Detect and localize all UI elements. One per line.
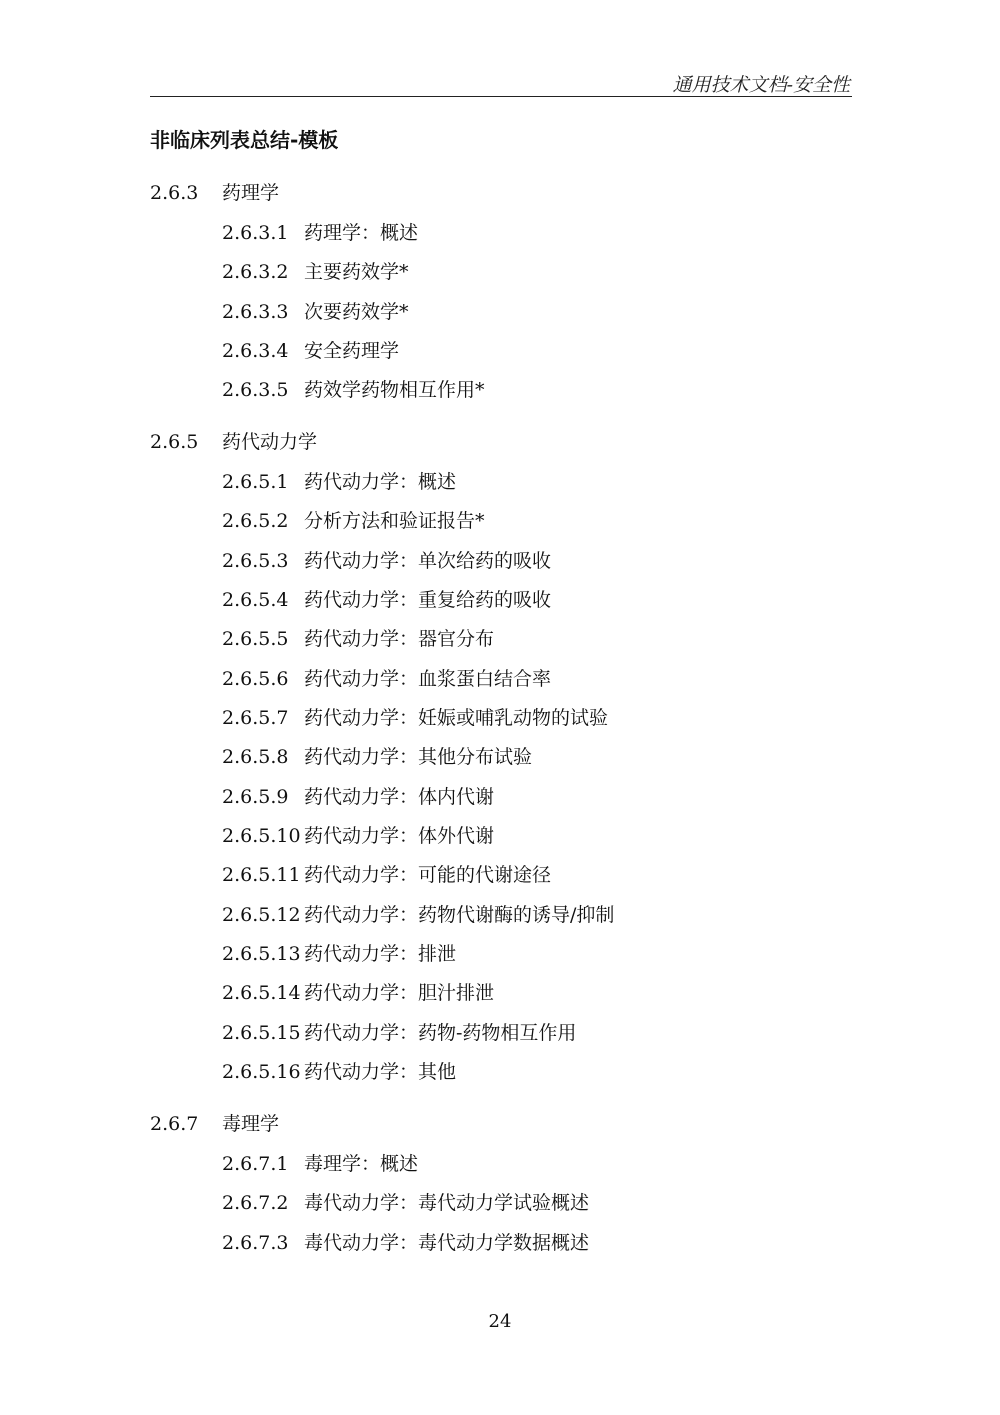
section-heading [150,181,279,205]
section-label: 毒理学 [222,1113,280,1135]
item-label: 药代动力学：可能的代谢途径 [304,864,552,886]
item-number: 2.6.5.4 [222,589,289,611]
item-number: 2.6.5.10 [222,825,301,847]
item-label: 药代动力学：药物-药物相互作用 [304,1022,577,1044]
item-number: 2.6.3.2 [222,261,289,283]
item-number: 2.6.3.3 [222,301,289,323]
section-heading [150,430,317,454]
page-number: 24 [488,1311,512,1332]
item-label: 药代动力学：其他分布试验 [304,746,533,768]
section-number: 2.6.7 [150,1113,199,1135]
item-label: 分析方法和验证报告* [304,510,485,532]
item-label: 药代动力学：器官分布 [304,628,495,650]
section-number: 2.6.5 [150,431,199,453]
item-number: 2.6.3.1 [222,222,289,244]
list-item [222,981,494,1005]
item-label: 药代动力学：药物代谢酶的诱导/抑制 [304,904,615,926]
item-number: 2.6.5.3 [222,550,289,572]
item-number: 2.6.7.2 [222,1192,289,1214]
list-item [222,706,608,730]
document-title: 非临床列表总结-模板 [150,128,339,152]
list-item [222,824,494,848]
list-item [222,667,551,691]
list-item [222,509,485,533]
item-label: 药代动力学：重复给药的吸收 [304,589,552,611]
item-label: 安全药理学 [304,340,400,362]
item-label: 药理学：概述 [304,222,419,244]
list-item [222,339,399,363]
item-label: 毒代动力学：毒代动力学试验概述 [304,1192,590,1214]
item-label: 药代动力学：胆汁排泄 [304,982,495,1004]
list-item [222,1191,589,1215]
list-item [222,627,494,651]
item-label: 药代动力学：妊娠或哺乳动物的试验 [304,707,609,729]
list-item [222,863,551,887]
list-item [222,588,551,612]
item-label: 毒理学：概述 [304,1153,419,1175]
item-number: 2.6.5.12 [222,904,301,926]
item-label: 药代动力学：其他 [304,1061,457,1083]
item-label: 药代动力学：概述 [304,471,457,493]
list-item [222,470,456,494]
item-number: 2.6.5.16 [222,1061,301,1083]
header-divider [150,96,852,97]
item-number: 2.6.7.3 [222,1232,289,1254]
list-item [222,942,456,966]
list-item [222,260,409,284]
item-number: 2.6.5.2 [222,510,289,532]
list-item [222,1021,576,1045]
item-label: 次要药效学* [304,301,409,323]
item-number: 2.6.5.8 [222,746,289,768]
section-label: 药代动力学 [222,431,318,453]
section-label: 药理学 [222,182,280,204]
list-item [222,903,614,927]
item-label: 药代动力学：体内代谢 [304,786,495,808]
item-label: 药效学药物相互作用* [304,379,485,401]
item-number: 2.6.5.14 [222,982,301,1004]
running-header: 通用技术文档-安全性 [672,74,850,96]
item-label: 药代动力学：血浆蛋白结合率 [304,668,552,690]
item-label: 药代动力学：体外代谢 [304,825,495,847]
list-item [222,378,485,402]
item-number: 2.6.3.4 [222,340,289,362]
section-heading [150,1112,279,1136]
section-number: 2.6.3 [150,182,199,204]
item-label: 药代动力学：排泄 [304,943,457,965]
list-item [222,745,532,769]
item-number: 2.6.3.5 [222,379,289,401]
list-item [222,1231,589,1255]
item-label: 主要药效学* [304,261,409,283]
list-item [222,1060,456,1084]
item-number: 2.6.5.15 [222,1022,301,1044]
item-label: 毒代动力学：毒代动力学数据概述 [304,1232,590,1254]
item-number: 2.6.5.11 [222,864,301,886]
item-number: 2.6.7.1 [222,1153,289,1175]
item-label: 药代动力学：单次给药的吸收 [304,550,552,572]
item-number: 2.6.5.9 [222,786,289,808]
list-item [222,300,409,324]
list-item [222,221,418,245]
item-number: 2.6.5.13 [222,943,301,965]
list-item [222,785,494,809]
item-number: 2.6.5.6 [222,668,289,690]
item-number: 2.6.5.5 [222,628,289,650]
item-number: 2.6.5.1 [222,471,289,493]
item-number: 2.6.5.7 [222,707,289,729]
list-item [222,1152,418,1176]
list-item [222,549,551,573]
